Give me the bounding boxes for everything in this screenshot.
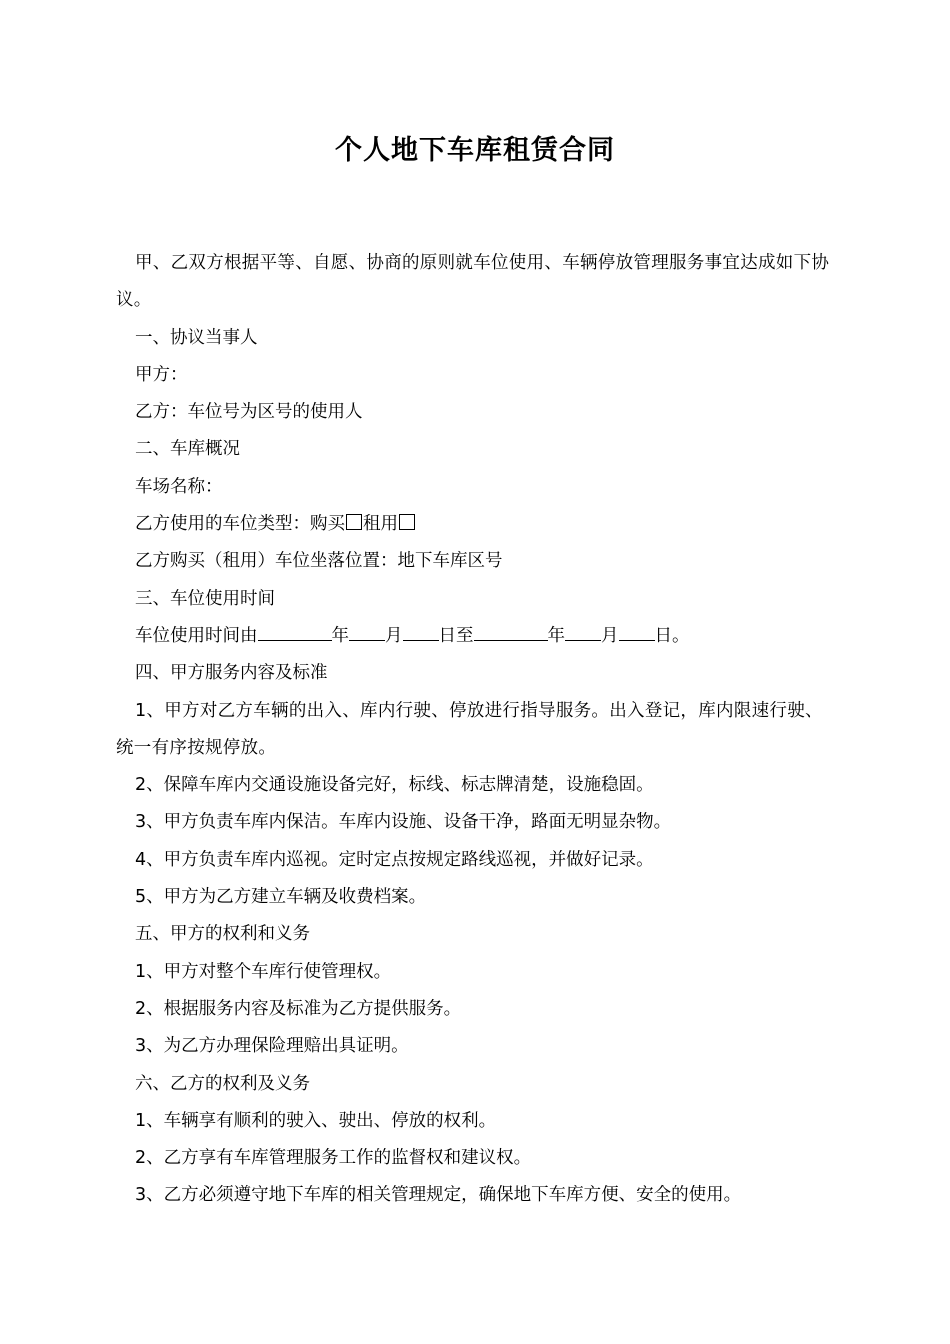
day-to-label: 日至 (438, 625, 474, 646)
party-a-line: 甲方： (135, 364, 188, 385)
start-day-blank (403, 622, 439, 641)
party-b-right-2: 2、乙方享有车库管理服务工作的监督权和建议权。 (135, 1148, 532, 1169)
document-title: 个人地下车库租赁合同 (335, 135, 615, 166)
service-item-2: 2、保障车库内交通设施设备完好，标线、标志牌清楚，设施稳固。 (135, 775, 654, 796)
start-month-label: 月 (385, 625, 403, 646)
garage-name-line: 车场名称： (135, 476, 223, 497)
service-item-1: 1、甲方对乙方车辆的出入、库内行驶、停放进行指导服务。出入登记，库内限速行驶、统一有序按规停放。 (116, 700, 823, 758)
end-month-blank (565, 622, 601, 641)
service-item-3: 3、甲方负责车库内保洁。车库内设施、设备干净，路面无明显杂物。 (135, 812, 672, 833)
start-month-blank (349, 622, 385, 641)
purchase-checkbox[interactable] (346, 514, 362, 530)
section-3-heading: 三、车位使用时间 (135, 588, 275, 609)
document-body (116, 245, 840, 1215)
section-5-heading: 五、甲方的权利和义务 (135, 924, 310, 945)
usage-period-prefix: 车位使用时间由 (135, 625, 258, 646)
party-a-right-3: 3、为乙方办理保险理赔出具证明。 (135, 1036, 409, 1057)
section-4-heading: 四、甲方服务内容及标准 (135, 663, 328, 684)
space-type-label: 乙方使用的车位类型： (135, 514, 310, 535)
option-purchase-label: 购买 (310, 514, 345, 535)
section-1-heading: 一、协议当事人 (135, 327, 258, 348)
party-a-right-2: 2、根据服务内容及标准为乙方提供服务。 (135, 998, 462, 1019)
end-day-label: 日。 (654, 625, 690, 646)
start-year-label: 年 (331, 625, 349, 646)
rent-checkbox[interactable] (399, 514, 415, 530)
usage-period-line (116, 618, 840, 655)
party-b-right-1: 1、车辆享有顺利的驶入、驶出、停放的权利。 (135, 1110, 497, 1131)
party-b-right-3: 3、乙方必须遵守地下车库的相关管理规定，确保地下车库方便、安全的使用。 (135, 1185, 742, 1206)
intro-paragraph: 甲、乙双方根据平等、自愿、协商的原则就车位使用、车辆停放管理服务事宜达成如下协议。 (116, 253, 830, 311)
space-type-line (116, 506, 840, 543)
end-year-label: 年 (547, 625, 565, 646)
service-item-5: 5、甲方为乙方建立车辆及收费档案。 (135, 887, 427, 908)
section-6-heading: 六、乙方的权利及义务 (135, 1073, 310, 1094)
option-rent-label: 租用 (363, 514, 398, 535)
end-month-label: 月 (601, 625, 619, 646)
start-year-blank (258, 622, 332, 641)
end-year-blank (474, 622, 548, 641)
end-day-blank (619, 622, 655, 641)
section-2-heading: 二、车库概况 (135, 439, 240, 460)
party-b-line: 乙方：车位号为区号的使用人 (135, 402, 363, 423)
space-location-line: 乙方购买（租用）车位坐落位置：地下车库区号 (135, 551, 503, 572)
party-a-right-1: 1、甲方对整个车库行使管理权。 (135, 961, 392, 982)
service-item-4: 4、甲方负责车库内巡视。定时定点按规定路线巡视，并做好记录。 (135, 849, 654, 870)
